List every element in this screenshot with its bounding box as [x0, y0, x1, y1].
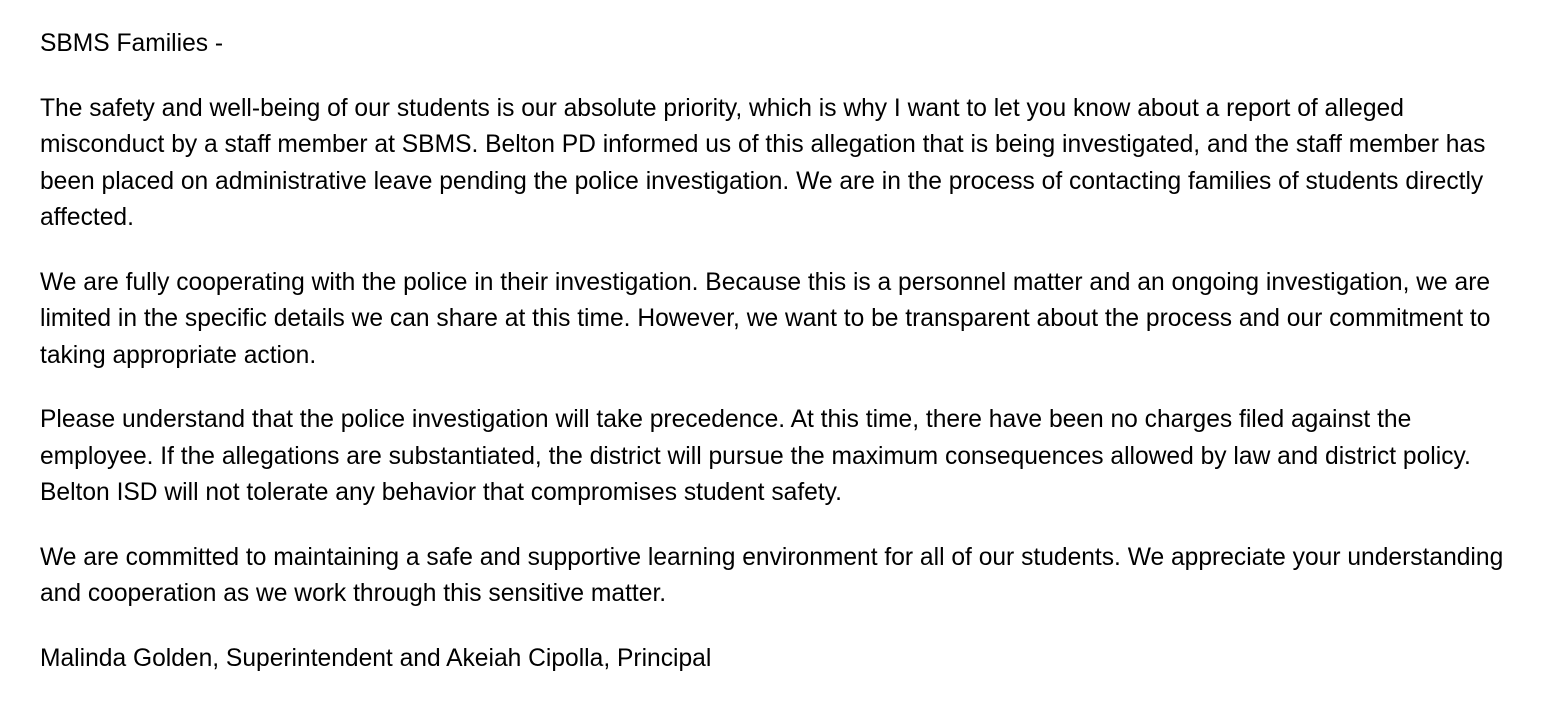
paragraph-commitment: We are committed to maintaining a safe and supportive learning environment for all of our students. We appreciate your understanding and cooperation as we work through this sensitive matter. — [40, 543, 1504, 607]
paragraph-cooperation: We are fully cooperating with the police in their investigation. Because this is a personnel matter and an ongoing investigation, we are limited in the specific details we can share at this time. However, we want to be transparent about the process and our commitment to taking appropriate action. — [40, 268, 1491, 369]
letter-greeting: SBMS Families - — [40, 30, 224, 57]
paragraph-investigation-precedence: Please understand that the police investigation will take precedence. At this time, there have been no charges filed against the employee. If the allegations are substantiated, the district will pursue the maximum consequences allowed by law and district policy. Belton ISD will not tolerate any behavior that compromises student safety. — [40, 406, 1471, 506]
paragraph-safety-report: The safety and well-being of our students is our absolute priority, which is why I want to let you know about a report of alleged misconduct by a staff member at SBMS. Belton PD informed us of this allegation that is being investigated, and the staff member has been placed on administrative leave pending the police investigation. We are in the process of contacting families of students directly affected. — [40, 94, 1486, 231]
letter-signature: Malinda Golden, Superintendent and Akeiah Cipolla, Principal — [40, 644, 712, 672]
letter-body — [40, 26, 1520, 677]
